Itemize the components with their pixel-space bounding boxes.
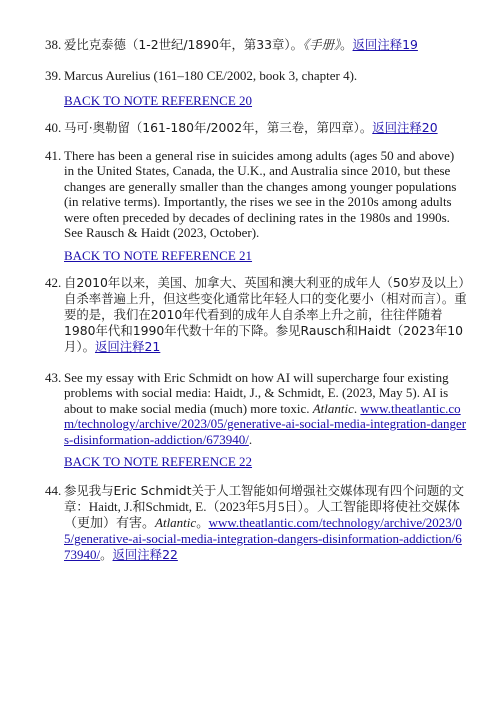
back-to-note-link[interactable]: 返回注释20 (372, 120, 438, 135)
note-text: Marcus Aurelius (161–180 CE/2002, book 3, chapter 4). (64, 68, 358, 83)
note-text: 马可·奥勒留（161-180年/2002年，第三卷，第四章）。 (64, 120, 373, 135)
back-to-note-reference-21[interactable]: BACK TO NOTE REFERENCE 21 (64, 248, 253, 263)
article-url-link[interactable]: www.theatlantic.com/technology/archive/2023/05/generative-ai-social-media-integration-dangers-disinformation-addiction/673940/ (64, 515, 462, 562)
note-42 (45, 275, 467, 355)
note-39 (45, 68, 467, 83)
note-number: 42. (45, 275, 62, 290)
note-punct: . (353, 400, 361, 416)
back-to-note-link[interactable]: 返回注释22 (112, 547, 178, 562)
note-number: 40. (45, 120, 62, 135)
journal-title: Atlantic (312, 400, 354, 416)
note-text: There has been a general rise in suicides among adults (ages 50 and above) in the United States, Canada, the U.K., and Australia since 2010, but these changes are generally smaller than the changes among younger populations (in relative terms). Importantly, the rises we see in the 2010s among adults were often preceded by decades of declining rates in the 1980s and 1990s. See Rausch & Haidt (2023, October). (64, 148, 457, 241)
back-to-note-reference-20[interactable]: BACK TO NOTE REFERENCE 20 (64, 93, 253, 108)
note-number: 38. (45, 37, 62, 52)
back-to-note-link[interactable]: 返回注释19 (352, 37, 418, 52)
note-44 (45, 483, 467, 563)
article-url-link[interactable]: www.theatlantic.com/technology/archive/2023/05/generative-ai-social-media-integration-dangers-disinformation-addiction/673940/ (64, 400, 467, 447)
note-punct: 。 (196, 515, 209, 530)
note-text: See my essay with Eric Schmidt on how AI will supercharge four existing problems with social media: Haidt, J., & Schmidt, E. (2023, May 5). AI is about to make social media (much) more toxic. (64, 370, 449, 416)
note-text: 自2010年以来，美国、加拿大、英国和澳大利亚的成年人（50岁及以上）自杀率普遍上升，但这些变化通常比年轻人口的变化要小（相对而言）。重要的是，我们在2010年代看到的成年人自杀率上升之前，往往伴随着1980年代和1990年代数十年的下降。参见Rausch和Haidt（2023年10月）。 (64, 275, 467, 354)
note-text: 爱比克泰德（1-2世纪/1890年，第33章）。 (64, 37, 303, 52)
note-38 (45, 37, 467, 53)
note-number: 44. (45, 483, 62, 498)
note-41 (45, 148, 467, 240)
back-to-note-link[interactable]: 返回注释21 (94, 339, 161, 354)
book-title: 《手册》 (302, 37, 341, 52)
note-number: 41. (45, 148, 62, 163)
note-number: 43. (45, 370, 62, 385)
note-text: 参见我与Eric Schmidt关于人工智能如何增强社交媒体现有四个问题的文章： (64, 483, 465, 514)
note-43 (45, 370, 467, 447)
back-to-note-reference-22[interactable]: BACK TO NOTE REFERENCE 22 (64, 454, 253, 469)
note-number: 39. (45, 68, 62, 83)
note-punct: 。 (340, 37, 353, 52)
note-punct: . (248, 431, 253, 447)
note-punct: 。 (100, 547, 113, 562)
journal-title: Atlantic (155, 515, 197, 530)
note-40 (45, 120, 467, 136)
citation: Haidt, J.和Schmidt, E.（2023年5月5日）。人工智能即将使社交媒体（更加）有害。 (64, 499, 460, 530)
